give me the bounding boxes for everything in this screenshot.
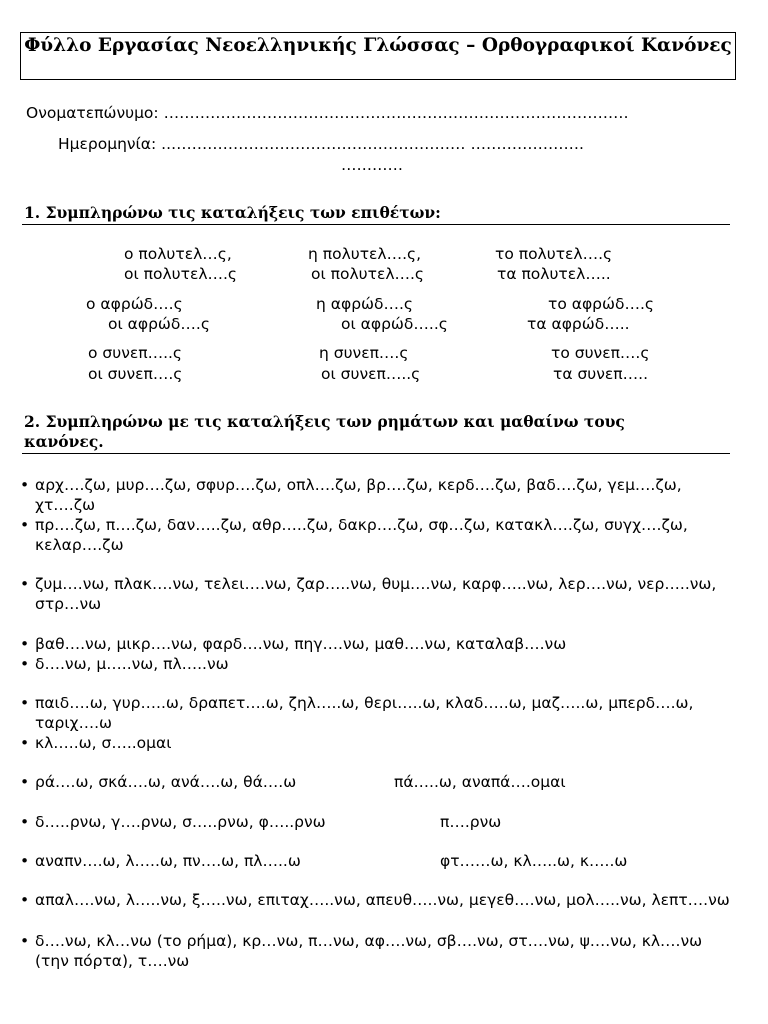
adjective-form: η πολυτελ….ς,	[308, 245, 422, 263]
adjective-form: οι πολυτελ….ς	[311, 265, 425, 283]
verb-group: παιδ….ω, γυρ…..ω, δραπετ….ω, ζηλ…..ω, θερι…..ω, κλαδ…..ω, μαζ…..ω, μπερδ….ω, ταριχ….ω	[35, 694, 694, 732]
bullet-icon: •	[20, 476, 30, 494]
adjective-form: το αφρώδ….ς	[548, 295, 655, 313]
adjective-form: ο πολυτελ…ς,	[124, 245, 232, 263]
adjective-form: οι αφρώδ….ς	[108, 315, 210, 333]
verb-group: βαθ….νω, μικρ….νω, φαρδ….νω, πηγ….νω, μαθ….νω, καταλαβ….νω	[35, 635, 567, 653]
bullet-icon: •	[20, 852, 30, 870]
adjective-form: τα συνεπ…..	[553, 365, 648, 383]
verb-group: π….ρνω	[440, 813, 502, 831]
adjective-form: ο συνεπ…..ς	[88, 344, 183, 362]
verb-group: απαλ….νω, λ…..νω, ξ…..νω, επιταχ…..νω, απευθ…..νω, μεγεθ….νω, μολ…..νω, λεπτ….νω	[35, 891, 730, 909]
bullet-icon: •	[20, 734, 30, 752]
verb-group: αρχ….ζω, μυρ….ζω, σφυρ….ζω, οπλ….ζω, βρ….ζω, κερδ….ζω, βαδ….ζω, γεμ….ζω, χτ….ζω	[35, 476, 682, 514]
section-1-heading: 1. Συμπληρώνω τις καταλήξεις των επιθέτων:	[24, 203, 441, 222]
section-2-divider	[22, 453, 730, 454]
adjective-form: τα πολυτελ…..	[497, 265, 611, 283]
verb-group: κλ…..ω, σ…..ομαι	[35, 734, 172, 752]
bullet-icon: •	[20, 575, 30, 593]
adjective-form: οι αφρώδ…..ς	[341, 315, 448, 333]
bullet-icon: •	[20, 635, 30, 653]
bullet-icon: •	[20, 694, 30, 712]
worksheet-title: Φύλλο Εργασίας Νεοελληνικής Γλώσσας – Ορθογραφικοί Κανόνες	[20, 32, 736, 80]
adjective-form: ο αφρώδ….ς	[86, 295, 183, 313]
name-field: Ονοματεπώνυμο: ………………………………………………………………………………	[26, 104, 629, 122]
bullet-icon: •	[20, 516, 30, 534]
bullet-icon: •	[20, 773, 30, 791]
adjective-form: οι πολυτελ….ς	[124, 265, 238, 283]
verb-group: πά…..ω, αναπά….ομαι	[394, 773, 566, 791]
adjective-form: οι συνεπ…..ς	[321, 365, 421, 383]
adjective-form: η αφρώδ….ς	[316, 295, 414, 313]
date-field: Ημερομηνία: ..………………………………………………… ………………….	[58, 135, 584, 153]
verb-group: δ….νω, κλ…νω (το ρήμα), κρ…νω, π…νω, αφ….νω, σβ….νω, στ….νω, ψ….νω, κλ….νω (την πόρτα), τ….νω	[35, 932, 703, 970]
verb-group: φτ……ω, κλ…..ω, κ…..ω	[440, 852, 628, 870]
verb-group: δ…..ρνω, γ….ρνω, σ…..ρνω, φ…..ρνω	[35, 813, 326, 831]
bullet-icon: •	[20, 655, 30, 673]
adjective-form: το πολυτελ….ς	[495, 245, 613, 263]
bullet-icon: •	[20, 932, 30, 950]
bullet-icon: •	[20, 891, 30, 909]
verb-group: ζυμ….νω, πλακ….νω, τελει….νω, ζαρ…..νω, θυμ….νω, καρφ…..νω, λερ….νω, νερ…..νω, στρ…νω	[35, 575, 717, 613]
adjective-form: η συνεπ….ς	[319, 344, 409, 362]
verb-group: δ….νω, μ…..νω, πλ…..νω	[35, 655, 229, 673]
adjective-form: τα αφρώδ…..	[527, 315, 630, 333]
verb-group: ρά….ω, σκά….ω, ανά….ω, θά….ω	[35, 773, 297, 791]
section-1-divider	[22, 224, 730, 225]
bullet-icon: •	[20, 813, 30, 831]
date-field-continuation: …………	[341, 156, 403, 174]
section-2-heading-continuation: κανόνες.	[24, 432, 104, 451]
adjective-form: οι συνεπ….ς	[88, 365, 183, 383]
verb-group: αναπν….ω, λ…..ω, πν….ω, πλ…..ω	[35, 852, 301, 870]
adjective-form: το συνεπ….ς	[551, 344, 650, 362]
section-2-heading: 2. Συμπληρώνω με τις καταλήξεις των ρημάτων και μαθαίνω τους	[24, 412, 625, 431]
verb-group: πρ….ζω, π….ζω, δαν…..ζω, αθρ…..ζω, δακρ….ζω, σφ…ζω, κατακλ….ζω, συγχ….ζω, κελαρ….ζω	[35, 516, 688, 554]
